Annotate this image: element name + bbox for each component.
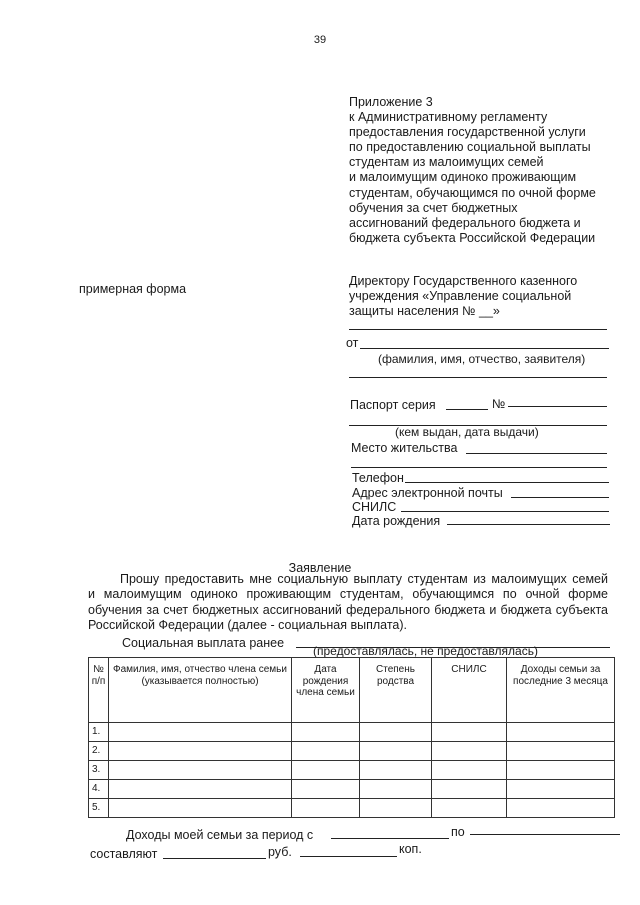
income-rub-label: руб.	[268, 845, 292, 859]
column-header-relationship: Степень родства	[360, 658, 432, 723]
appendix-line: бюджета субъекта Российской Федерации	[349, 230, 596, 245]
name-cell[interactable]	[109, 742, 292, 761]
income-kopecks-field[interactable]	[300, 856, 397, 857]
prior-payment-label: Социальная выплата ранее	[122, 636, 285, 650]
column-header-income: Доходы семьи за последние 3 месяца	[507, 658, 615, 723]
prior-payment-hint: (предоставлялась, не предоставлялась)	[313, 644, 538, 658]
page-number: 39	[313, 34, 327, 46]
column-header-full-name: Фамилия, имя, отчество члена семьи (указывается полностью)	[109, 658, 292, 723]
residence-label: Место жительства	[351, 441, 458, 455]
row-number: 4.	[89, 780, 109, 799]
appendix-line: ассигнований федерального бюджета и	[349, 215, 581, 230]
relationship-cell[interactable]	[360, 761, 432, 780]
relationship-cell[interactable]	[360, 723, 432, 742]
snils-field[interactable]	[401, 511, 609, 512]
income-cell[interactable]	[507, 780, 615, 799]
addressee-line: Директору Государственного казенного	[349, 274, 578, 288]
row-number: 3.	[89, 761, 109, 780]
name-cell[interactable]	[109, 723, 292, 742]
statement-title: Заявление	[288, 561, 352, 575]
statement-line: и малоимущим одиноко проживающим студентам, обучающимся по очной форме	[88, 587, 608, 602]
residence-field[interactable]	[466, 453, 607, 454]
snils-cell[interactable]	[432, 780, 507, 799]
appendix-line: и малоимущим одиноко проживающим	[349, 170, 577, 185]
income-cell[interactable]	[507, 799, 615, 818]
name-cell[interactable]	[109, 761, 292, 780]
table-row	[89, 799, 615, 818]
birthdate-label: Дата рождения	[352, 514, 441, 528]
birthdate-field[interactable]	[447, 524, 610, 525]
snils-cell[interactable]	[432, 799, 507, 818]
income-from-field[interactable]	[331, 838, 449, 839]
snils-cell[interactable]	[432, 742, 507, 761]
row-number: 5.	[89, 799, 109, 818]
column-header-snils: СНИЛС	[432, 658, 507, 723]
statement-line: обучения за счет бюджетных ассигнований федерального бюджета и бюджета субъекта	[88, 602, 608, 617]
income-to-field[interactable]	[470, 834, 620, 835]
statement-line: Прошу предоставить мне социальную выплату студентам из малоимущих семей	[120, 572, 608, 586]
addressee-line: защиты населения № __»	[349, 304, 500, 319]
phone-field[interactable]	[405, 482, 609, 483]
income-cell[interactable]	[507, 761, 615, 780]
income-rubles-field[interactable]	[163, 858, 266, 859]
relationship-cell[interactable]	[360, 780, 432, 799]
birth-date-cell[interactable]	[292, 742, 360, 761]
income-total-label: составляют	[90, 847, 158, 861]
addressee-line: учреждения «Управление социальной	[349, 289, 572, 304]
table-row	[89, 761, 615, 780]
column-header-number: № п/п	[89, 658, 109, 723]
column-header-birth-date: Дата рождения члена семьи	[292, 658, 360, 723]
income-period-label: Доходы моей семьи за период с	[126, 828, 314, 842]
birth-date-cell[interactable]	[292, 761, 360, 780]
appendix-line: Приложение 3	[349, 95, 433, 109]
appendix-line: по предоставлению социальной выплаты	[349, 140, 591, 155]
passport-series-label: Паспорт серия	[350, 398, 436, 412]
snils-cell[interactable]	[432, 723, 507, 742]
email-label: Адрес электронной почты	[352, 486, 503, 500]
residence-field-2[interactable]	[351, 467, 607, 468]
birth-date-cell[interactable]	[292, 799, 360, 818]
from-field[interactable]	[360, 348, 609, 349]
phone-label: Телефон	[352, 471, 404, 485]
birth-date-cell[interactable]	[292, 723, 360, 742]
appendix-block	[349, 95, 629, 246]
name-cell[interactable]	[109, 780, 292, 799]
applicant-extra-line[interactable]	[349, 377, 607, 378]
income-cell[interactable]	[507, 742, 615, 761]
appendix-line: студентам из малоимущих семей	[349, 155, 544, 170]
income-to-label: по	[451, 825, 465, 839]
addressee-blank-line[interactable]	[349, 329, 607, 330]
statement-body	[88, 572, 608, 633]
row-number: 2.	[89, 742, 109, 761]
income-cell[interactable]	[507, 723, 615, 742]
from-hint: (фамилия, имя, отчество, заявителя)	[378, 352, 586, 366]
row-number: 1.	[89, 723, 109, 742]
passport-number-field[interactable]	[508, 406, 607, 407]
from-label: от	[346, 336, 359, 350]
email-field[interactable]	[511, 497, 609, 498]
snils-cell[interactable]	[432, 761, 507, 780]
relationship-cell[interactable]	[360, 799, 432, 818]
table-row	[89, 742, 615, 761]
passport-number-label: №	[492, 397, 506, 411]
table-row	[89, 723, 615, 742]
family-members-table	[88, 657, 615, 818]
appendix-line: к Административному регламенту	[349, 110, 548, 125]
snils-label: СНИЛС	[352, 500, 397, 514]
passport-issuer-hint: (кем выдан, дата выдачи)	[395, 425, 539, 439]
name-cell[interactable]	[109, 799, 292, 818]
table-row	[89, 780, 615, 799]
birth-date-cell[interactable]	[292, 780, 360, 799]
table-header-row	[89, 658, 615, 723]
addressee-block	[349, 274, 577, 320]
relationship-cell[interactable]	[360, 742, 432, 761]
appendix-line: предоставления государственной услуги	[349, 125, 586, 140]
appendix-line: обучения за счет бюджетных	[349, 200, 518, 215]
passport-series-field[interactable]	[446, 409, 488, 410]
appendix-line: студентам, обучающимся по очной форме	[349, 185, 596, 200]
statement-line: Российской Федерации (далее - социальная выплата).	[88, 617, 407, 632]
income-kop-label: коп.	[399, 842, 422, 856]
sample-form-label: примерная форма	[79, 282, 187, 296]
